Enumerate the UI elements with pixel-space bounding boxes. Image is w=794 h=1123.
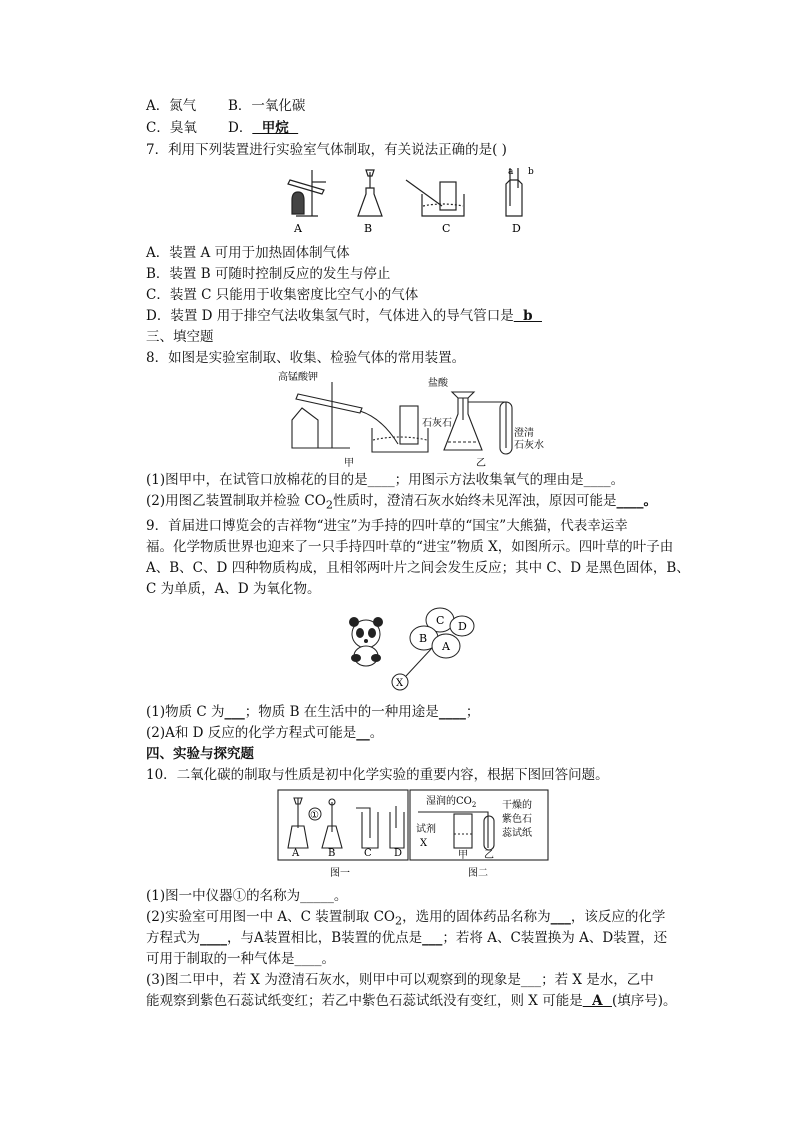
panda-image	[349, 617, 383, 666]
q7-option-b: B．装置 B 可随时控制反应的发生与停止	[146, 266, 391, 282]
q10-fig2-reagent: 试剂	[416, 824, 436, 835]
q10-stem: 10．二氧化碳的制取与性质是初中化学实验的重要内容，根据下图回答问题。	[146, 767, 609, 783]
q9-part-1-a: (1)物质 C 为	[146, 704, 225, 720]
q6-option-c: C．臭氧	[146, 120, 197, 136]
q10-part-3-l2-c: (填序号)。	[611, 993, 677, 1009]
q10-fig1-label-c: C	[364, 848, 372, 859]
q10-part-2-blank-3: ___	[422, 930, 443, 946]
q10-fig2-top-sub: 2	[471, 801, 477, 809]
q8-part-2	[146, 491, 657, 516]
q7-fig-label-b: B	[364, 222, 373, 235]
q9-leaf-c: C	[436, 614, 445, 627]
q9-stem-x: X	[396, 678, 404, 689]
q10-fig2-dry-1: 干燥的	[502, 800, 532, 811]
q8-part-2-end: 。	[643, 493, 657, 509]
q8-stem: 8．如图是实验室制取、收集、检验气体的常用装置。	[146, 350, 466, 366]
q7-fig-label-d: D	[512, 222, 521, 235]
q9-part-1	[146, 702, 479, 722]
q8-part-2-prefix: (2)用图乙装置制取并检验 CO	[146, 493, 326, 509]
q8-label-jia: 甲	[344, 458, 354, 469]
q9-line-2: 福。化学物质世界也迎来了一只手持四叶草的“进宝”物质 X，如图所示。四叶草的叶子由	[146, 539, 674, 555]
q8-label-kmno4: 高锰酸钾	[278, 372, 318, 383]
q9-leaf-d: D	[458, 620, 467, 633]
q10-part-2-l2-c: ，与A装置相比，B装置的优点是	[227, 930, 423, 946]
q8-label-limewater-2: 石灰水	[514, 440, 544, 451]
q7-answer-blank: b	[513, 308, 542, 324]
q10-part-1: (1)图一中仪器①的名称为_____。	[146, 888, 348, 904]
q10-part-2-end: ，该反应的化学	[570, 909, 666, 925]
q7-option-a: A．装置 A 可用于加热固体制气体	[146, 245, 350, 261]
q9-line-4: C 为单质，A、D 为氧化物。	[146, 581, 321, 597]
q10-fig2-caption: 图二	[468, 868, 488, 879]
q10-fig1-label-b: B	[328, 848, 336, 859]
q10-part-2-prefix: (2)实验室可用图一中 A、C 装置制取 CO	[146, 909, 395, 925]
q7-stem: 7．利用下列装置进行实验室气体制取，有关说法正确的是( )	[146, 142, 507, 158]
q10-part-2-blank-1: ___	[550, 909, 571, 925]
q7-fig-label-c: C	[442, 222, 451, 235]
q9-part-1-blank-2: ____	[438, 704, 466, 720]
q10-fig2-yi: 乙	[484, 850, 494, 861]
q9-part-1-e: ；	[465, 704, 480, 720]
q10-part-2-mid: ，选用的固体药品名称为	[402, 909, 551, 925]
q9-part-2-blank: __	[356, 725, 370, 741]
q9-part-2-c: 。	[369, 725, 384, 741]
q10-fig2-jia: 甲	[458, 850, 468, 861]
q9-part-1-c: ；物质 B 在生活中的一种用途是	[244, 704, 439, 720]
q10-part-2-blank-2: ____	[200, 930, 227, 946]
q10-part-3-line-1: (3)图二甲中，若 X 为澄清石灰水，则甲中可以观察到的现象是___；若 X 是水，乙中	[146, 972, 654, 988]
q10-fig2-dry-3: 蕊试纸	[502, 828, 532, 839]
q6-answer-blank: 甲烷	[252, 120, 299, 136]
q10-part-2-sub: 2	[394, 914, 403, 928]
q8-label-limewater-1: 澄清	[514, 428, 534, 439]
q10-fig2-top-label	[426, 795, 476, 809]
section-3-title: 三、填空题	[146, 329, 214, 345]
q10-part-2-l2-e: ；若将 A、C装置换为 A、D装置，还	[442, 930, 668, 946]
q8-label-yi: 乙	[476, 458, 486, 469]
q10-fig1-label-d: D	[394, 848, 403, 859]
q6-option-a: A．氮气	[146, 98, 197, 114]
q10-part-3-answer: A	[582, 993, 612, 1009]
q10-fig2-dry-2: 紫色石	[502, 814, 532, 825]
q8-label-hcl: 盐酸	[428, 378, 448, 389]
q10-part-2-line-2	[146, 928, 667, 948]
q8-label-limestone: 石灰石	[422, 418, 452, 429]
q10-apparatus-figure	[278, 788, 550, 882]
q7-apparatus-figure	[282, 166, 532, 238]
q10-part-3-line-2	[146, 991, 677, 1011]
section-4-title: 四、实验与探究题	[146, 746, 254, 762]
q7-option-c: C．装置 C 只能用于收集密度比空气小的气体	[146, 287, 419, 303]
q10-part-2-l2-a: 方程式为	[146, 930, 200, 946]
q8-part-2-sub: 2	[325, 498, 333, 512]
q8-part-2-suffix: 性质时，澄清石灰水始终未见浑浊，原因可能是	[332, 493, 617, 509]
q9-leaf-b: B	[419, 632, 428, 645]
q7-fig-label-a: A	[294, 222, 302, 235]
q6-option-b: B．一氧化碳	[228, 98, 306, 114]
q10-fig1-caption: 图一	[330, 868, 350, 879]
q10-fig1-label-a: A	[292, 848, 300, 859]
q6-option-d-prefix: D．	[228, 120, 253, 136]
q10-circle-1: ①	[310, 810, 319, 821]
q10-fig2-top-prefix: 湿润的CO	[426, 796, 472, 807]
q10-fig2-x: X	[420, 838, 428, 849]
q9-part-1-blank-1: ___	[224, 704, 245, 720]
q9-clover-figure	[336, 604, 486, 696]
q8-apparatus-figure	[278, 368, 548, 470]
q9-part-2-a: (2)A和 D 反应的化学方程式可能是	[146, 725, 357, 741]
q9-line-1: 9．首届进口博览会的吉祥物“进宝”为手持的四叶草的“国宝”大熊猫，代表幸运幸	[146, 518, 628, 534]
q7-option-d	[146, 306, 542, 326]
q8-part-2-blank: ____	[616, 493, 644, 509]
q9-line-3: A、B、C、D 四种物质构成，且相邻两叶片之间会发生反应；其中 C、D 是黑色固体，B、	[146, 560, 690, 576]
q8-part-1: (1)图甲中，在试管口放棉花的目的是____；用图示方法收集氧气的理由是____。	[146, 472, 625, 488]
q7-port-a: a	[508, 167, 514, 177]
q9-leaf-a: A	[442, 640, 450, 653]
q7-port-b: b	[528, 167, 534, 177]
q9-part-2	[146, 723, 383, 743]
q10-part-2-line-3: 可用于制取的一种气体是____。	[146, 951, 335, 967]
q6-option-d	[228, 118, 298, 138]
q10-part-3-l2-a: 能观察到紫色石蕊试纸变红；若乙中紫色石蕊试纸没有变红，则 X 可能是	[146, 993, 583, 1009]
q7-option-d-text: D．装置 D 用于排空气法收集氢气时，气体进入的导气管口是	[146, 308, 514, 324]
